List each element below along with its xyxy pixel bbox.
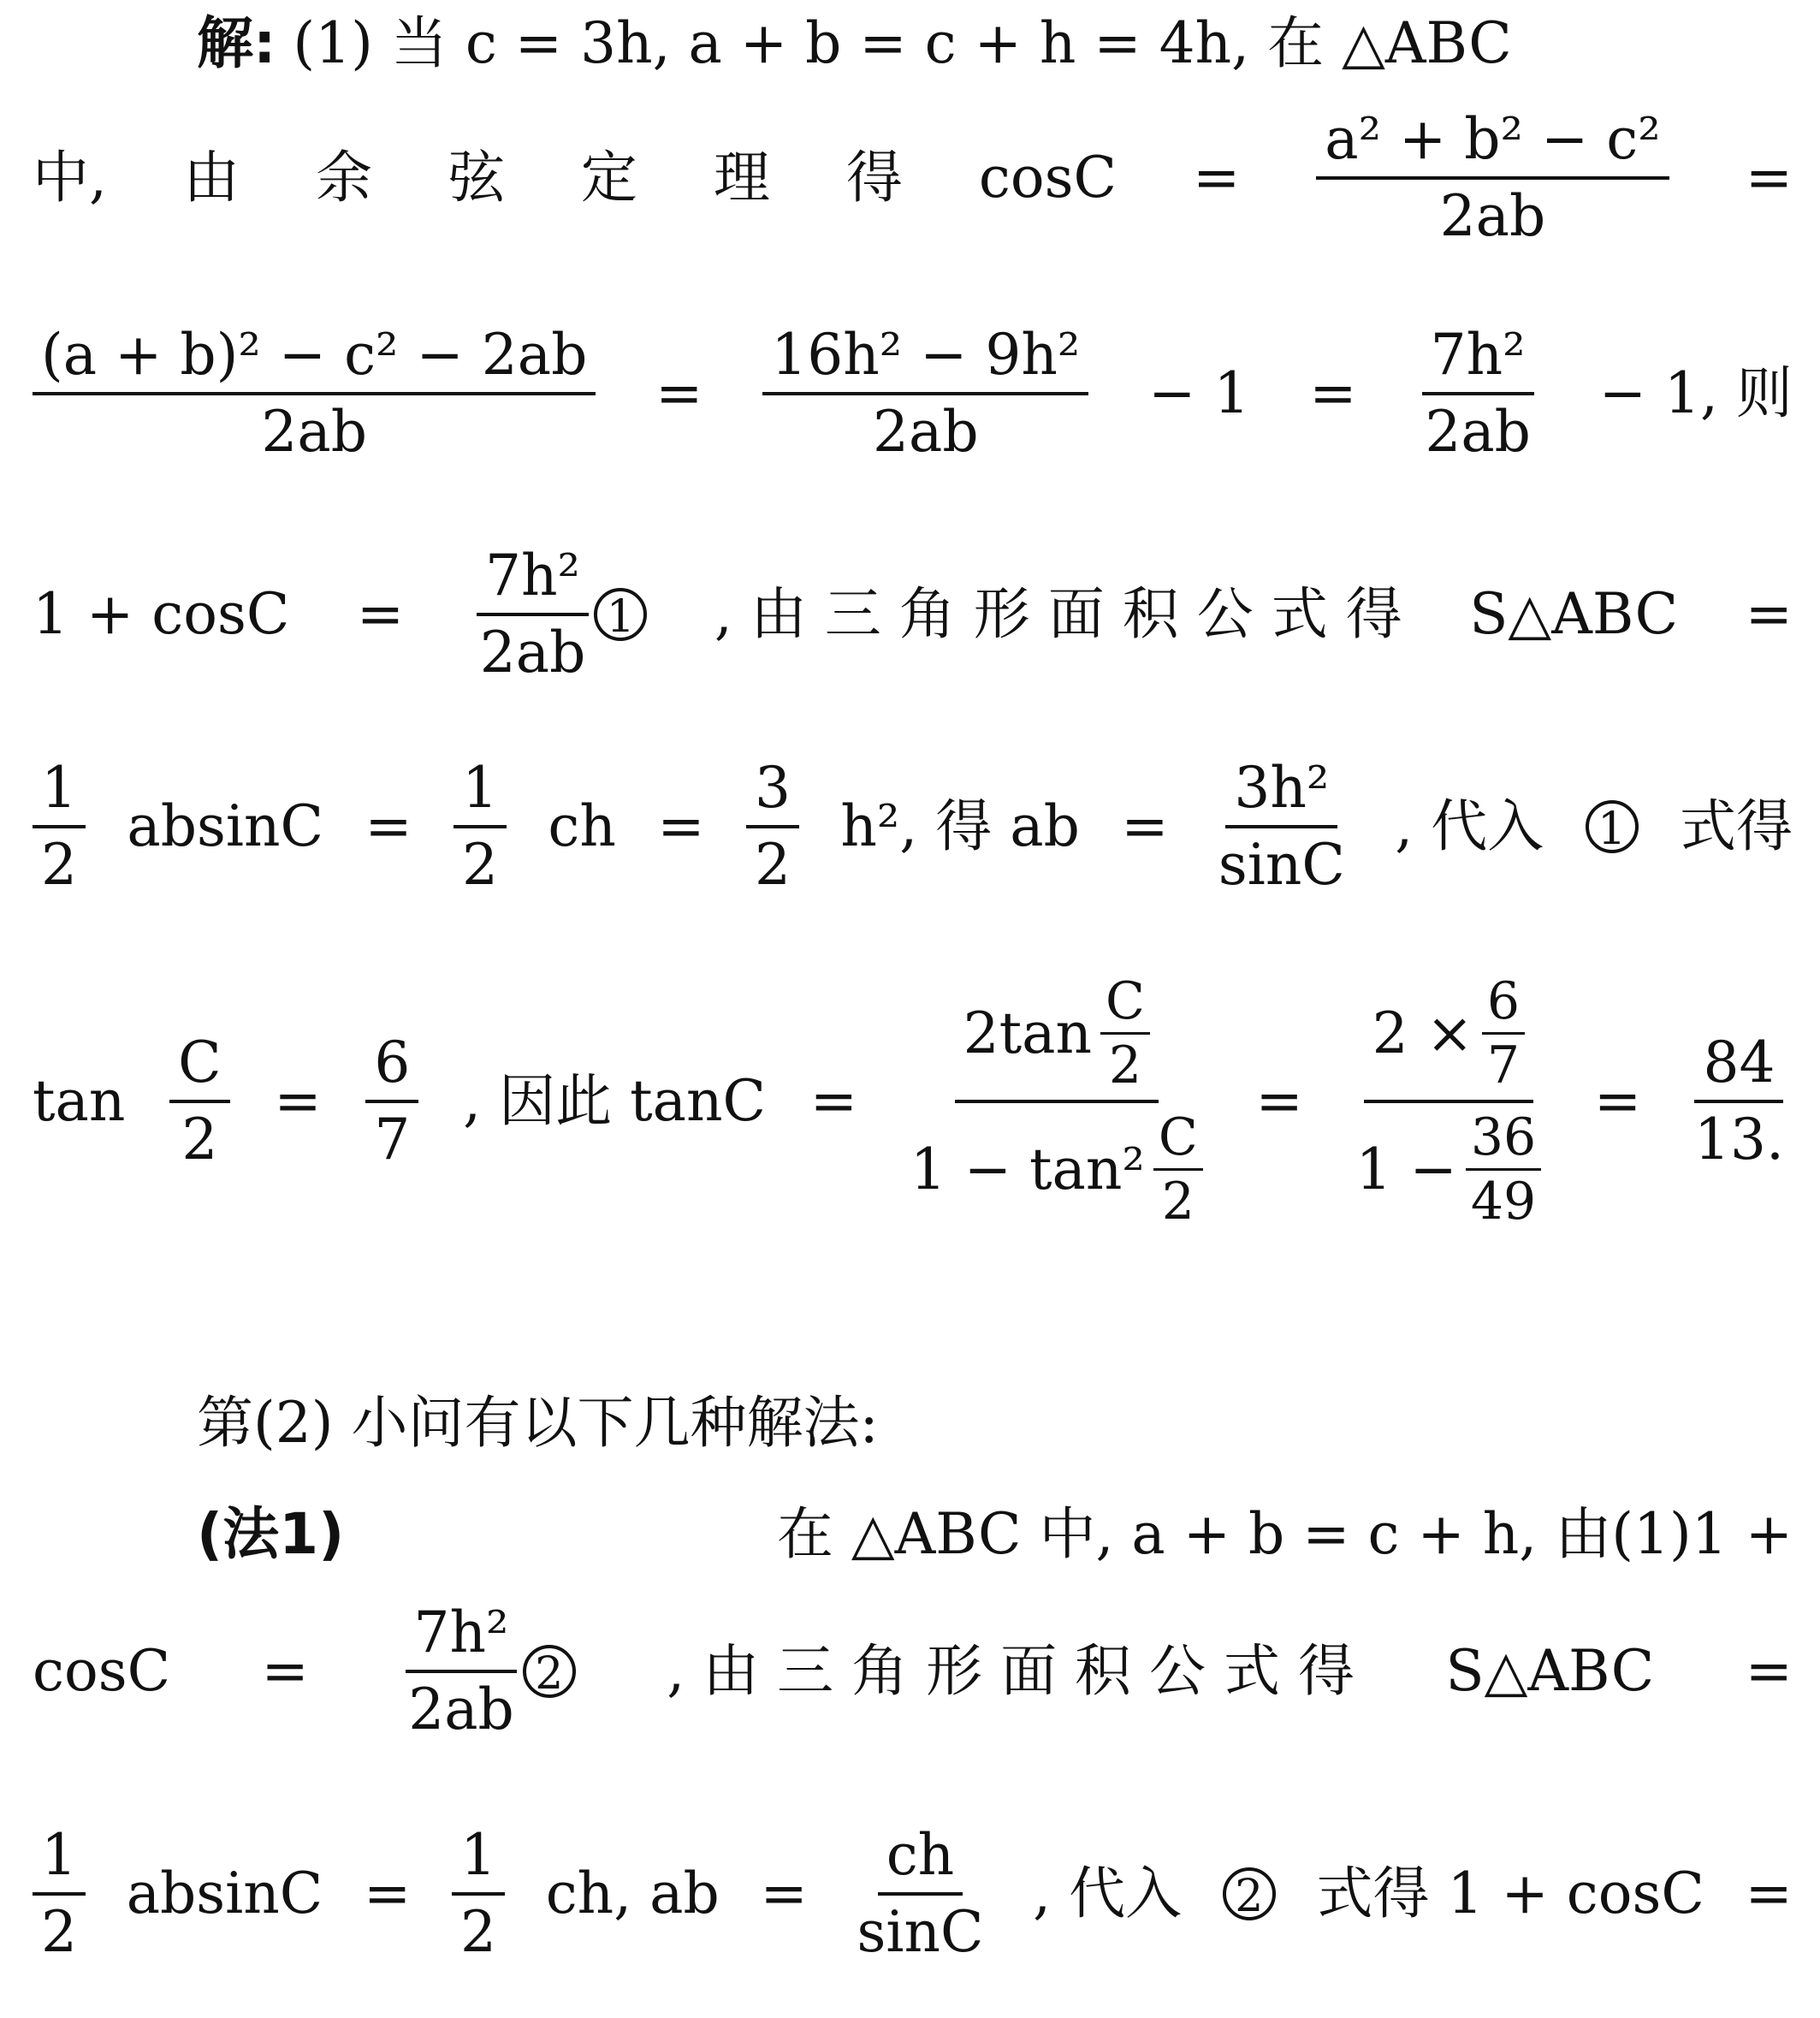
line-text: 中, (33, 145, 107, 211)
solution-line-6 (33, 971, 1793, 1232)
solution-line-7 (197, 1390, 1793, 1456)
denominator: 49 (1470, 1172, 1537, 1232)
denominator: 2 (460, 1899, 497, 1965)
fraction-group (471, 543, 648, 686)
circled-number: 2 (523, 1645, 576, 1698)
denominator: 2ab (261, 399, 367, 465)
math-term: cosC (33, 1638, 171, 1704)
word: 定 (580, 145, 637, 211)
math-term: − 1 (1148, 360, 1250, 426)
numerator: 7h² (477, 548, 589, 616)
circled-number: 2 (1223, 1867, 1276, 1920)
numerator: 7h² (1422, 327, 1534, 395)
solution-line-9 (33, 1600, 1793, 1742)
fraction (169, 1030, 230, 1172)
math-term: 2 × (1372, 1000, 1473, 1066)
solution-line-1 (197, 10, 1793, 76)
numerator: a² + b² − c² (1316, 111, 1669, 180)
solution-line-2 (33, 106, 1793, 249)
denominator: 2 (181, 1107, 218, 1172)
math-term: 1 − (1355, 1136, 1457, 1202)
numerator: C (169, 1035, 230, 1103)
line-text: , 因此 tanC (463, 1068, 766, 1134)
math-term: 1 + cosC (33, 581, 290, 647)
math-term: absinC (127, 793, 323, 859)
fraction (762, 322, 1088, 465)
denominator: 2ab (1439, 183, 1546, 249)
denominator: 2ab (873, 399, 979, 465)
fraction (1686, 1030, 1793, 1172)
denominator: 13. (1693, 1107, 1784, 1172)
equals: = (1745, 581, 1793, 647)
math-term: ch, ab (545, 1861, 720, 1926)
denominator: 2 (462, 832, 499, 898)
math-term: h², 得 ab (840, 793, 1080, 859)
word: 由 (182, 145, 240, 211)
fraction (33, 322, 596, 465)
denominator: 2 (1108, 1036, 1142, 1095)
fraction (1416, 322, 1539, 465)
equals: = (1745, 1861, 1793, 1926)
denominator: 2 (41, 832, 77, 898)
fraction (1100, 971, 1150, 1095)
numerator: C (1153, 1112, 1203, 1171)
numerator: ch (878, 1827, 963, 1896)
denominator: 2ab (479, 620, 586, 686)
solution-line-4 (33, 543, 1793, 686)
fraction (1482, 971, 1525, 1095)
numerator: 1 (454, 760, 507, 828)
fraction (33, 1822, 86, 1965)
denominator: 2 (41, 1899, 77, 1965)
numerator: 3 (746, 760, 799, 828)
solution-line-8 (197, 1501, 1793, 1567)
denominator (1348, 1103, 1550, 1232)
math-term: 1 − tan² (910, 1136, 1145, 1202)
equals: = (657, 793, 705, 859)
denominator (902, 1103, 1212, 1232)
solution-line-3 (33, 322, 1793, 465)
numerator (1364, 971, 1533, 1103)
line-text: 式得 1 + cosC (1316, 1861, 1704, 1926)
line-text: − 1, 则 (1598, 360, 1793, 426)
denominator: 2ab (1425, 399, 1531, 465)
equals: = (1121, 793, 1169, 859)
math-term: absinC (126, 1861, 323, 1926)
fraction (365, 1030, 418, 1172)
numerator: 3h² (1225, 760, 1337, 828)
word: 得 (845, 145, 903, 211)
equals: = (1593, 1068, 1642, 1134)
equals: = (809, 1068, 858, 1134)
fraction (1466, 1107, 1541, 1232)
line-text: 在 △ABC 中, a + b = c + h, 由(1)1 + (776, 1501, 1793, 1567)
numerator: 7h² (406, 1605, 518, 1673)
numerator: 16h² − 9h² (762, 327, 1088, 395)
solution-line-10 (33, 1822, 1793, 1965)
word: 理 (713, 145, 770, 211)
equals: = (1745, 145, 1793, 211)
area-symbol: S△ABC (1469, 581, 1679, 647)
equals: = (274, 1068, 322, 1134)
numerator: 36 (1466, 1112, 1541, 1171)
denominator: sinC (1218, 832, 1345, 898)
numerator: 84 (1694, 1035, 1783, 1103)
denominator: 2 (1161, 1172, 1195, 1232)
numerator (955, 971, 1159, 1103)
numerator: (a + b)² − c² − 2ab (33, 327, 596, 395)
compound-fraction (1348, 971, 1550, 1232)
line-text: , 由 三 角 形 面 积 公 式 得 (667, 1638, 1355, 1704)
numerator: C (1100, 976, 1150, 1035)
numerator: 1 (33, 760, 86, 828)
equals: = (356, 581, 405, 647)
math-term: cosC (978, 145, 1117, 211)
denominator: 2 (754, 832, 791, 898)
denominator: 7 (374, 1107, 411, 1172)
denominator: 2ab (408, 1677, 514, 1742)
fraction (400, 1600, 523, 1742)
word: 余 (315, 145, 372, 211)
line-text: 第(2) 小问有以下几种解法: (197, 1390, 879, 1456)
area-symbol: S△ABC (1445, 1638, 1655, 1704)
line-text: (1) 当 c = 3h, a + b = c + h = 4h, 在 △ABC (293, 10, 1512, 76)
equals: = (760, 1861, 808, 1926)
numerator: 1 (452, 1827, 505, 1896)
equals: = (1255, 1068, 1303, 1134)
method-label: (法1) (197, 1501, 345, 1567)
line-text: , 代入 (1395, 793, 1544, 859)
equals: = (1745, 1638, 1793, 1704)
equals: = (655, 360, 703, 426)
math-term: 2tan (963, 1000, 1092, 1066)
denominator: 7 (1486, 1036, 1521, 1095)
fraction (454, 755, 507, 898)
denominator: sinC (857, 1899, 984, 1965)
numerator: 1 (33, 1827, 86, 1896)
fraction (452, 1822, 505, 1965)
equals: = (364, 1861, 412, 1926)
equals: = (261, 1638, 309, 1704)
fraction (1210, 755, 1354, 898)
line-text: 式得 (1679, 793, 1793, 859)
solution-line-5 (33, 755, 1793, 898)
equals: = (365, 793, 412, 859)
equals: = (1309, 360, 1357, 426)
fraction (471, 543, 595, 686)
fraction (848, 1822, 992, 1965)
line-text: , 代入 (1033, 1861, 1183, 1926)
fraction (1316, 106, 1669, 249)
fraction (746, 755, 799, 898)
math-term: ch (548, 793, 616, 859)
circled-number: 1 (1586, 800, 1639, 853)
numerator: 6 (1482, 976, 1525, 1035)
compound-fraction (902, 971, 1212, 1232)
fraction (1153, 1107, 1203, 1232)
solution-label: 解: (197, 10, 276, 76)
word: 弦 (448, 145, 505, 211)
equals: = (1192, 145, 1241, 211)
circled-number: 1 (594, 588, 647, 641)
fraction-group (400, 1600, 576, 1742)
math-term: tan (33, 1068, 126, 1134)
fraction (33, 755, 86, 898)
line-text: , 由 三 角 形 面 积 公 式 得 (714, 581, 1402, 647)
numerator: 6 (365, 1035, 418, 1103)
